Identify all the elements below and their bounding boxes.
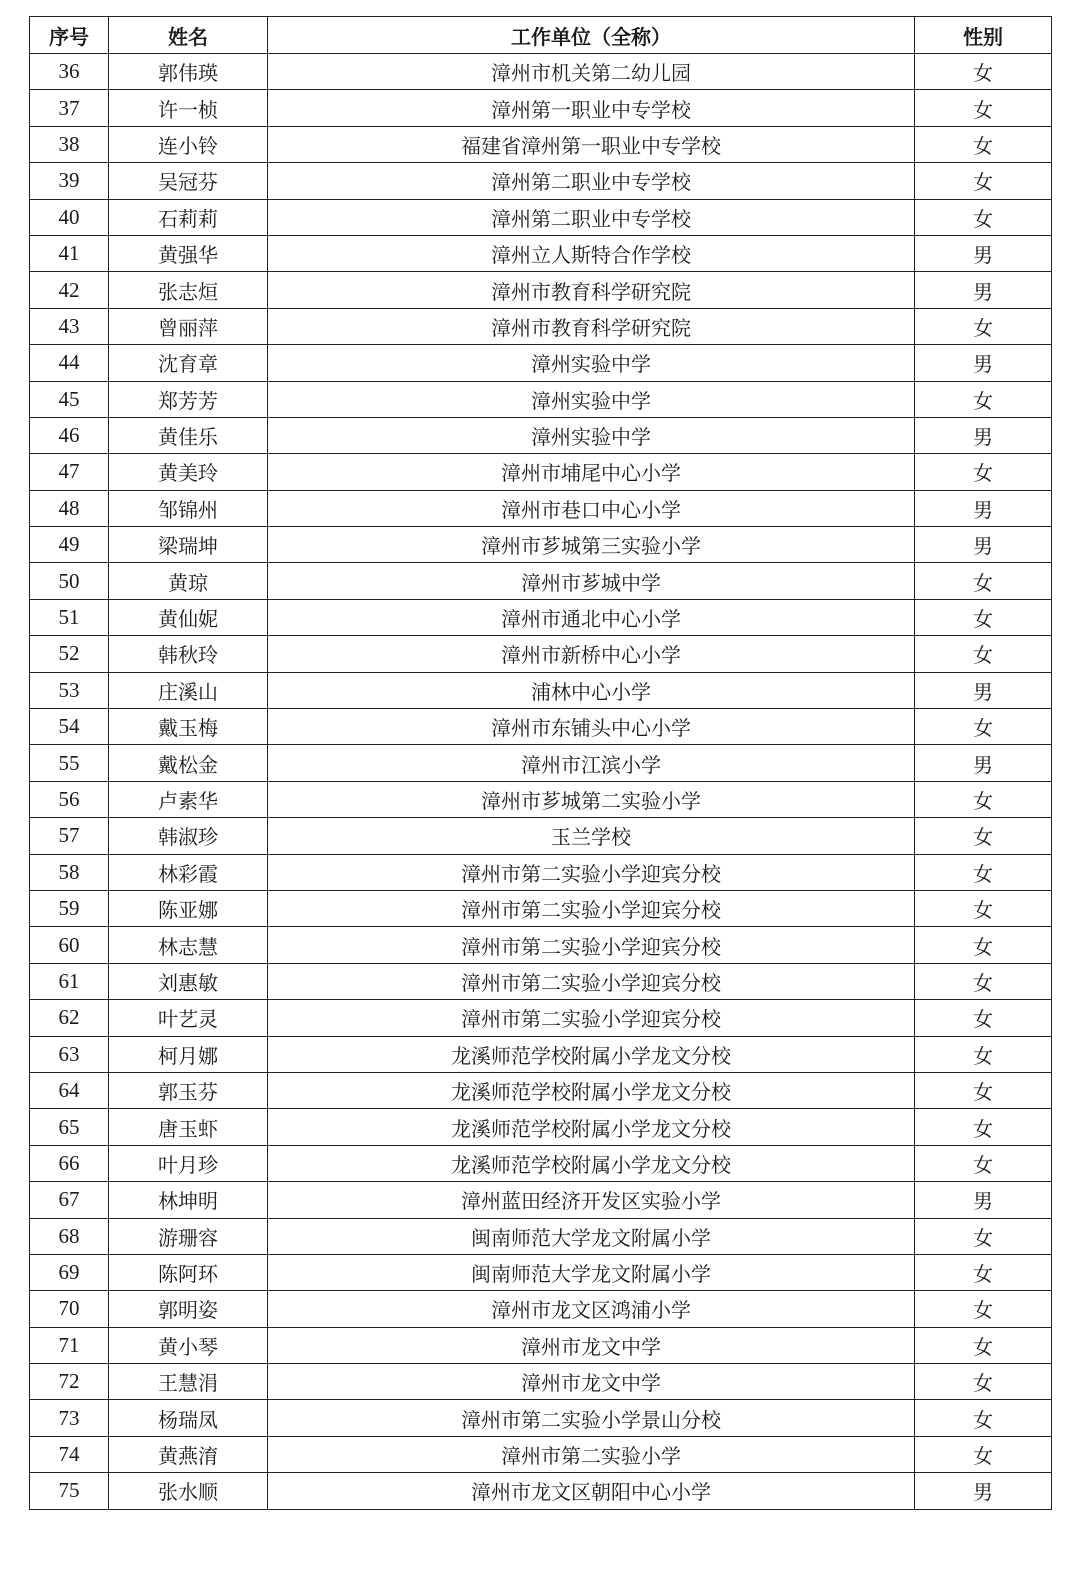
work-unit-cell: 漳州市江滨小学 <box>268 745 915 781</box>
work-unit-cell: 漳州市龙文区鸿浦小学 <box>268 1291 915 1327</box>
serial-number-cell: 56 <box>30 781 109 817</box>
work-unit-cell: 漳州实验中学 <box>268 381 915 417</box>
name-cell: 张志烜 <box>109 272 268 308</box>
serial-number-cell: 36 <box>30 54 109 90</box>
serial-number-cell: 41 <box>30 235 109 271</box>
work-unit-cell: 龙溪师范学校附属小学龙文分校 <box>268 1036 915 1072</box>
gender-cell: 男 <box>915 527 1052 563</box>
gender-cell: 女 <box>915 454 1052 490</box>
name-cell: 游珊容 <box>109 1218 268 1254</box>
serial-number-cell: 62 <box>30 1000 109 1036</box>
table-row <box>30 490 1052 526</box>
gender-cell: 女 <box>915 818 1052 854</box>
table-row <box>30 199 1052 235</box>
table-row <box>30 927 1052 963</box>
name-cell: 卢素华 <box>109 781 268 817</box>
name-cell: 曾丽萍 <box>109 308 268 344</box>
serial-number-cell: 44 <box>30 345 109 381</box>
serial-number-cell: 48 <box>30 490 109 526</box>
serial-number-cell: 49 <box>30 527 109 563</box>
serial-number-cell: 42 <box>30 272 109 308</box>
table-row <box>30 1182 1052 1218</box>
gender-cell: 男 <box>915 345 1052 381</box>
work-unit-cell: 漳州市龙文区朝阳中心小学 <box>268 1473 915 1509</box>
name-cell: 庄溪山 <box>109 672 268 708</box>
name-cell: 林坤明 <box>109 1182 268 1218</box>
name-cell: 黄仙妮 <box>109 599 268 635</box>
work-unit-cell: 闽南师范大学龙文附属小学 <box>268 1218 915 1254</box>
name-cell: 邹锦州 <box>109 490 268 526</box>
name-cell: 杨瑞凤 <box>109 1400 268 1436</box>
serial-number-cell: 47 <box>30 454 109 490</box>
serial-number-cell: 45 <box>30 381 109 417</box>
name-cell: 郭明姿 <box>109 1291 268 1327</box>
name-cell: 石莉莉 <box>109 199 268 235</box>
table-row <box>30 1436 1052 1472</box>
gender-cell: 女 <box>915 126 1052 162</box>
serial-number-cell: 71 <box>30 1327 109 1363</box>
name-cell: 许一桢 <box>109 90 268 126</box>
work-unit-cell: 漳州市芗城第二实验小学 <box>268 781 915 817</box>
gender-cell: 女 <box>915 54 1052 90</box>
table-row <box>30 308 1052 344</box>
name-cell: 林志慧 <box>109 927 268 963</box>
serial-number-cell: 69 <box>30 1254 109 1290</box>
work-unit-cell: 漳州市芗城第三实验小学 <box>268 527 915 563</box>
serial-number-cell: 46 <box>30 417 109 453</box>
gender-cell: 女 <box>915 1400 1052 1436</box>
gender-cell: 男 <box>915 490 1052 526</box>
serial-number-cell: 72 <box>30 1364 109 1400</box>
work-unit-cell: 浦林中心小学 <box>268 672 915 708</box>
gender-cell: 男 <box>915 417 1052 453</box>
table-row <box>30 54 1052 90</box>
serial-number-cell: 68 <box>30 1218 109 1254</box>
table-row <box>30 890 1052 926</box>
serial-number-cell: 53 <box>30 672 109 708</box>
serial-number-cell: 61 <box>30 963 109 999</box>
work-unit-cell: 玉兰学校 <box>268 818 915 854</box>
name-cell: 黄佳乐 <box>109 417 268 453</box>
serial-number-cell: 40 <box>30 199 109 235</box>
name-cell: 黄燕淯 <box>109 1436 268 1472</box>
gender-cell: 女 <box>915 1109 1052 1145</box>
gender-cell: 女 <box>915 1436 1052 1472</box>
gender-cell: 女 <box>915 1291 1052 1327</box>
work-unit-cell: 漳州市埔尾中心小学 <box>268 454 915 490</box>
serial-number-cell: 64 <box>30 1072 109 1108</box>
name-cell: 黄强华 <box>109 235 268 271</box>
gender-cell: 女 <box>915 890 1052 926</box>
name-cell: 陈阿环 <box>109 1254 268 1290</box>
work-unit-cell: 龙溪师范学校附属小学龙文分校 <box>268 1109 915 1145</box>
work-unit-cell: 漳州市第二实验小学 <box>268 1436 915 1472</box>
work-unit-cell: 龙溪师范学校附属小学龙文分校 <box>268 1145 915 1181</box>
serial-number-cell: 60 <box>30 927 109 963</box>
table-row <box>30 345 1052 381</box>
work-unit-cell: 漳州蓝田经济开发区实验小学 <box>268 1182 915 1218</box>
work-unit-cell: 漳州市教育科学研究院 <box>268 272 915 308</box>
table-row <box>30 1036 1052 1072</box>
name-cell: 叶月珍 <box>109 1145 268 1181</box>
work-unit-cell: 漳州市第二实验小学迎宾分校 <box>268 890 915 926</box>
work-unit-cell: 漳州市机关第二幼儿园 <box>268 54 915 90</box>
gender-cell: 女 <box>915 709 1052 745</box>
gender-cell: 男 <box>915 745 1052 781</box>
work-unit-cell: 漳州市龙文中学 <box>268 1327 915 1363</box>
table-row <box>30 1072 1052 1108</box>
work-unit-cell: 漳州市第二实验小学迎宾分校 <box>268 1000 915 1036</box>
name-cell: 连小铃 <box>109 126 268 162</box>
gender-cell: 男 <box>915 672 1052 708</box>
gender-cell: 男 <box>915 1473 1052 1509</box>
work-unit-cell: 漳州市第二实验小学迎宾分校 <box>268 854 915 890</box>
work-unit-cell: 漳州立人斯特合作学校 <box>268 235 915 271</box>
name-cell: 柯月娜 <box>109 1036 268 1072</box>
name-cell: 吴冠芬 <box>109 163 268 199</box>
serial-number-cell: 38 <box>30 126 109 162</box>
work-unit-cell: 漳州市第二实验小学景山分校 <box>268 1400 915 1436</box>
gender-cell: 女 <box>915 199 1052 235</box>
serial-number-cell: 66 <box>30 1145 109 1181</box>
gender-cell: 男 <box>915 272 1052 308</box>
table-row <box>30 1218 1052 1254</box>
work-unit-cell: 漳州第二职业中专学校 <box>268 163 915 199</box>
name-cell: 刘惠敏 <box>109 963 268 999</box>
gender-cell: 女 <box>915 927 1052 963</box>
header-name: 姓名 <box>109 17 268 54</box>
name-cell: 黄琼 <box>109 563 268 599</box>
serial-number-cell: 75 <box>30 1473 109 1509</box>
table-row <box>30 1145 1052 1181</box>
gender-cell: 女 <box>915 1000 1052 1036</box>
gender-cell: 女 <box>915 1072 1052 1108</box>
work-unit-cell: 漳州市龙文中学 <box>268 1364 915 1400</box>
work-unit-cell: 漳州市巷口中心小学 <box>268 490 915 526</box>
work-unit-cell: 漳州市第二实验小学迎宾分校 <box>268 963 915 999</box>
work-unit-cell: 漳州市芗城中学 <box>268 563 915 599</box>
serial-number-cell: 51 <box>30 599 109 635</box>
table-row <box>30 1000 1052 1036</box>
work-unit-cell: 漳州市新桥中心小学 <box>268 636 915 672</box>
serial-number-cell: 73 <box>30 1400 109 1436</box>
gender-cell: 女 <box>915 1218 1052 1254</box>
name-cell: 郭玉芬 <box>109 1072 268 1108</box>
table-row <box>30 745 1052 781</box>
table-row <box>30 1254 1052 1290</box>
table-row <box>30 963 1052 999</box>
table-row <box>30 854 1052 890</box>
table-body <box>30 54 1052 1510</box>
name-cell: 郭伟瑛 <box>109 54 268 90</box>
gender-cell: 女 <box>915 381 1052 417</box>
gender-cell: 女 <box>915 163 1052 199</box>
table-row <box>30 235 1052 271</box>
gender-cell: 女 <box>915 1254 1052 1290</box>
gender-cell: 女 <box>915 563 1052 599</box>
table-row <box>30 1400 1052 1436</box>
gender-cell: 女 <box>915 308 1052 344</box>
serial-number-cell: 43 <box>30 308 109 344</box>
table-row <box>30 672 1052 708</box>
serial-number-cell: 65 <box>30 1109 109 1145</box>
name-cell: 黄美玲 <box>109 454 268 490</box>
table-row <box>30 417 1052 453</box>
serial-number-cell: 63 <box>30 1036 109 1072</box>
serial-number-cell: 59 <box>30 890 109 926</box>
serial-number-cell: 70 <box>30 1291 109 1327</box>
gender-cell: 男 <box>915 235 1052 271</box>
roster-table <box>29 16 1052 1510</box>
work-unit-cell: 福建省漳州第一职业中专学校 <box>268 126 915 162</box>
table-row <box>30 1327 1052 1363</box>
name-cell: 郑芳芳 <box>109 381 268 417</box>
table-row <box>30 126 1052 162</box>
table-row <box>30 709 1052 745</box>
name-cell: 陈亚娜 <box>109 890 268 926</box>
name-cell: 唐玉虾 <box>109 1109 268 1145</box>
serial-number-cell: 57 <box>30 818 109 854</box>
table-row <box>30 1291 1052 1327</box>
gender-cell: 女 <box>915 1145 1052 1181</box>
name-cell: 韩淑珍 <box>109 818 268 854</box>
name-cell: 王慧涓 <box>109 1364 268 1400</box>
table-row <box>30 163 1052 199</box>
header-work-unit: 工作单位（全称） <box>268 17 915 54</box>
gender-cell: 女 <box>915 854 1052 890</box>
work-unit-cell: 龙溪师范学校附属小学龙文分校 <box>268 1072 915 1108</box>
table-row <box>30 781 1052 817</box>
gender-cell: 女 <box>915 781 1052 817</box>
name-cell: 梁瑞坤 <box>109 527 268 563</box>
work-unit-cell: 漳州市教育科学研究院 <box>268 308 915 344</box>
gender-cell: 女 <box>915 599 1052 635</box>
name-cell: 黄小琴 <box>109 1327 268 1363</box>
work-unit-cell: 漳州市东铺头中心小学 <box>268 709 915 745</box>
work-unit-cell: 漳州实验中学 <box>268 417 915 453</box>
serial-number-cell: 74 <box>30 1436 109 1472</box>
table-row <box>30 527 1052 563</box>
gender-cell: 女 <box>915 90 1052 126</box>
name-cell: 叶艺灵 <box>109 1000 268 1036</box>
work-unit-cell: 闽南师范大学龙文附属小学 <box>268 1254 915 1290</box>
gender-cell: 女 <box>915 1327 1052 1363</box>
gender-cell: 女 <box>915 636 1052 672</box>
header-serial-number: 序号 <box>30 17 109 54</box>
work-unit-cell: 漳州市通北中心小学 <box>268 599 915 635</box>
serial-number-cell: 50 <box>30 563 109 599</box>
serial-number-cell: 58 <box>30 854 109 890</box>
serial-number-cell: 37 <box>30 90 109 126</box>
table-row <box>30 381 1052 417</box>
table-row <box>30 454 1052 490</box>
header-gender: 性别 <box>915 17 1052 54</box>
gender-cell: 男 <box>915 1182 1052 1218</box>
work-unit-cell: 漳州第一职业中专学校 <box>268 90 915 126</box>
table-row <box>30 1109 1052 1145</box>
work-unit-cell: 漳州市第二实验小学迎宾分校 <box>268 927 915 963</box>
name-cell: 沈育章 <box>109 345 268 381</box>
table-row <box>30 599 1052 635</box>
serial-number-cell: 52 <box>30 636 109 672</box>
gender-cell: 女 <box>915 1364 1052 1400</box>
serial-number-cell: 67 <box>30 1182 109 1218</box>
table-row <box>30 1364 1052 1400</box>
work-unit-cell: 漳州第二职业中专学校 <box>268 199 915 235</box>
serial-number-cell: 39 <box>30 163 109 199</box>
name-cell: 张水顺 <box>109 1473 268 1509</box>
table-row <box>30 272 1052 308</box>
work-unit-cell: 漳州实验中学 <box>268 345 915 381</box>
serial-number-cell: 55 <box>30 745 109 781</box>
gender-cell: 女 <box>915 963 1052 999</box>
name-cell: 戴松金 <box>109 745 268 781</box>
table-row <box>30 90 1052 126</box>
table-row <box>30 818 1052 854</box>
table-row <box>30 636 1052 672</box>
serial-number-cell: 54 <box>30 709 109 745</box>
header-row <box>30 17 1052 54</box>
name-cell: 韩秋玲 <box>109 636 268 672</box>
gender-cell: 女 <box>915 1036 1052 1072</box>
name-cell: 戴玉梅 <box>109 709 268 745</box>
table-row <box>30 1473 1052 1509</box>
name-cell: 林彩霞 <box>109 854 268 890</box>
table-row <box>30 563 1052 599</box>
